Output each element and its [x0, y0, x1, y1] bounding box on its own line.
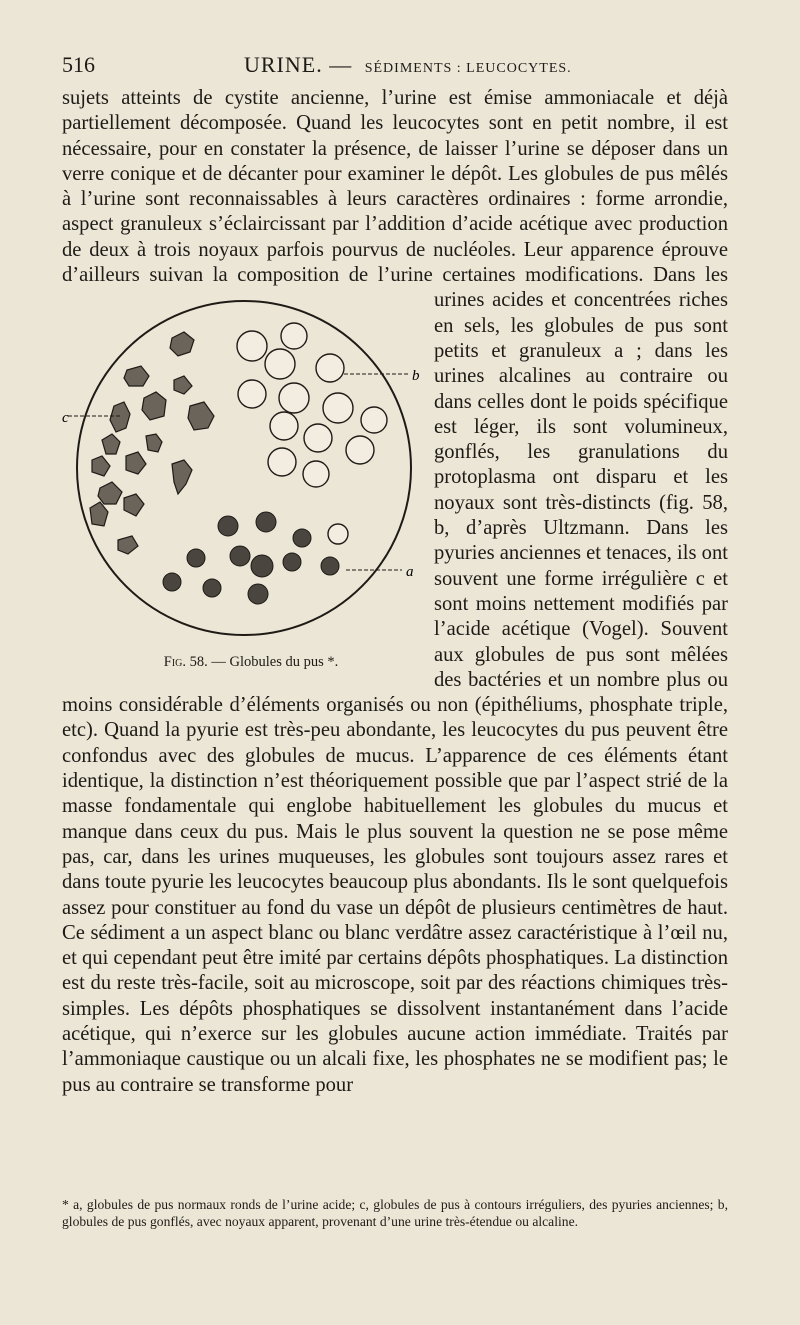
figure-letter-c: c	[62, 410, 69, 427]
header-title-main: URINE.	[244, 52, 323, 77]
figure-caption-dash: —	[211, 654, 226, 671]
body-text	[62, 86, 728, 1098]
pus-globules-illustration	[62, 288, 434, 687]
figure-footnote-marker: *.	[327, 654, 339, 671]
running-header	[62, 52, 730, 84]
swollen-globules	[237, 323, 387, 544]
paragraph-before-figure: sujets atteints de cystite ancienne, l’urine est émise ammoniacale et déjà partiellement décomposée. Quand les leucocytes sont en petit nombre, il est nécessaire, pour en constater la présence, de laisser l’urine se déposer dans un verre conique et de décanter pour examiner le dépôt. Les globules de pus mêlés à l’urine sont reconnaissables à leurs caractères ordinaires : forme arrondie, aspect granuleux s’éclaircissant par l’addition d’acide acétique avec production de deux à trois noyaux parfois pourvus de nucléoles. Leur apparence éprouve d’ailleurs suivan la composition de l’urine certaines modifications. Dans les urines acides	[62, 87, 728, 312]
figure-label: Fig. 58.	[163, 654, 208, 671]
header-subtitle: SÉDIMENTS : LEUCOCYTES.	[364, 61, 572, 76]
paragraph-after-figure: et concentrées riches en sels, les globules de pus sont petits et granuleux a ; dans les urines alcalines au contraire ou dans celles dont le poids spécifique est léger, ils sont volumineux, gonflés, les granulations du protoplasma ont disparu et les noyaux sont très-distincts (fig. 58, b, d’après Ultzmann. Dans les pyuries anciennes et tenaces, ils ont souvent une forme irrégulière c et sont moins nettement modifiés par l’acide acétique (Vogel). Souvent aux globules de pus sont mêlées des bactéries et un nombre plus ou moins considérable d’éléments organisés ou non (épithéliums, phosphate triple, etc). Quand la pyurie est très-peu abondante, les leucocytes du pus peuvent être confondus avec des globules de mucus. L’apparence de ces éléments étant identique, la distinction n’est théoriquement possible que par l’aspect strié de la masse fondamentale qui englobe habituellement les globules du mucus et manque dans ceux du pus. Mais le plus souvent la question ne se pose même pas, car, dans les urines muqueuses, les globules sont toujours assez rares et dans toute pyurie les leucocytes beaucoup plus abondants. Ils le sont quelquefois assez pour constituer au fond du vase un dépôt de plusieurs centimètres de haut. Ce sédiment a un aspect blanc ou blanc verdâtre assez caractéristique à l’œil nu, et qui cependant peut être imité par certains dépôts phosphatiques. La distinction est du reste très-facile, soit au microscope, soit par des réactions chimiques très-simples. Les dépôts phosphatiques se dissolvent instantanément dans l’acide acétique, qui n’exerce sur les globules aucune action immédiate. Traités par l’ammoniaque caustique ou un alcali fixe, les phosphates ne se modifient pas; le pus au contraire se transforme pour	[62, 289, 728, 1096]
irregular-globules	[90, 332, 214, 554]
header-title	[244, 52, 572, 78]
footnote: * a, globules de pus normaux ronds de l’urine acide; c, globules de pus à contours irréguliers, des pyuries anciennes; b, globules de pus gonflés, avec noyaux apparent, provenant d’une urine très-étendue ou alcaline.	[62, 1197, 728, 1229]
figure-58	[62, 288, 434, 687]
figure-letter-a: a	[406, 564, 414, 581]
page-number: 516	[62, 52, 95, 77]
figure-caption-text: Globules du pus	[229, 654, 324, 671]
figure-letter-b: b	[412, 368, 420, 385]
figure-caption	[86, 650, 416, 675]
header-separator: —	[329, 52, 353, 77]
small-granular-globules	[163, 512, 339, 604]
